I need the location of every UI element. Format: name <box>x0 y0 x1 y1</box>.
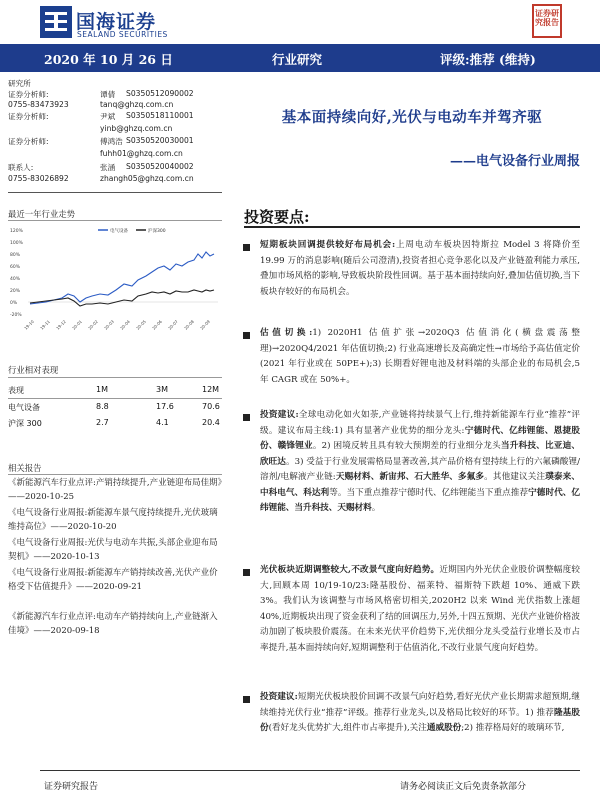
ytick: 80% <box>10 253 21 258</box>
report-title: 基本面持续向好,光伏与电动车并驾齐驱 <box>281 109 543 126</box>
ytick: 60% <box>10 265 21 270</box>
analyst-2: 证券分析师: 尹斌 S0350518110001 <box>8 111 194 121</box>
trend-chart <box>8 224 222 340</box>
paragraph-1: 短期板块回调提供较好布局机会:上周电动车板块因特斯拉 Model 3 将降价至 19.99 万的消息影响(随后公司澄清),投资者担心竞争恶化以及产业链盈利能力承压,叠加市场风格的影响,导致板块阶段性回调。基于基本面持续向好,叠加估值切换,当下板块存较好的布局机会。 <box>260 240 580 297</box>
xtick: 20-06 <box>151 318 163 331</box>
logo-en: SEALAND SECURITIES <box>77 30 168 39</box>
footer-left: 证券研究报告 <box>44 782 99 792</box>
analyst-3-email: fuhh01@ghzq.com.cn <box>100 149 183 158</box>
analyst-3: 证券分析师: 傅鸿浩 S0350520030001 <box>8 136 194 146</box>
report-date: 2020 年 10 月 26 日 <box>44 52 173 67</box>
bullet-icon <box>243 244 250 251</box>
xtick: 20-04 <box>119 318 131 331</box>
bullet-icon <box>243 569 250 576</box>
report-seal: 证券研究报告 <box>532 4 562 38</box>
paragraph-2: 估值切换:1) 2020H1 估值扩张→2020Q3 估值消化(横盘震荡整理)→2020Q4/2021 年估值切换;2) 行业高速增长及高确定性→市场给予高估值定价(2021 年行业或在 50PE+);3) 长期看好锂电池及材料端的头部企业的布局机会,5 年 CAGR 或在 50%+。 <box>260 328 580 385</box>
legend-label-a: 电气设备 <box>110 229 128 234</box>
related-report-item[interactable]: 《电气设备行业周报:光伏与电动车共振,头部企业迎布局契机》——2020-10-13 <box>8 538 218 562</box>
divider <box>8 377 222 378</box>
perf-row: 电气设备 8.8 17.6 70.6 <box>8 402 220 412</box>
xtick: 20-08 <box>183 318 195 331</box>
xtick: 20-03 <box>103 318 115 331</box>
related-title: 相关报告 <box>8 463 42 473</box>
bullet-icon <box>243 414 250 421</box>
analyst-2-email: yinb@ghzq.com.cn <box>100 124 173 133</box>
perf-table <box>8 382 222 431</box>
paragraph-4: 光伏板块近期调整较大,不改景气度向好趋势。近期国内外光伏企业股价调整幅度较大,回顾本周 10/19-10/23:隆基股份、福莱特、福斯特下跌超 10%、通威下跌 3%。我们认为该调整与市场风格密切相关,2020H2 以来 Wind 光伏指数上涨超 40%,近期板块出现了资金获利了结的回调压力,另外,十四五预期、光伏产业链价格波动加剧了板块股价震荡。在未来光伏平价趋势下,光伏细分龙头受益行业增长及市占率提升,基本面持续向好,短期调整利于估值消化,不改行业景气度向好趋势。 <box>260 565 580 653</box>
logo <box>40 6 190 40</box>
xtick: 19-12 <box>55 318 67 331</box>
series-hs300 <box>30 290 214 306</box>
xtick: 20-05 <box>135 318 147 331</box>
report-subtitle: ——电气设备行业周报 <box>449 154 580 169</box>
divider <box>8 220 222 221</box>
institute-label: 研究所 <box>8 79 31 88</box>
header-bar <box>0 44 600 72</box>
divider <box>8 474 222 475</box>
related-report-item[interactable]: 《电气设备行业周报:新能源车产销持续改善,光伏产业价格受下估值提升》——2020-09-21 <box>8 568 218 592</box>
divider <box>8 192 222 193</box>
xtick: 19-10 <box>23 318 35 331</box>
rating: 评级:推荐 (维持) <box>440 52 536 67</box>
perf-title: 行业相对表现 <box>8 365 59 375</box>
analyst-1: 证券分析师: 谭倩 S0350512090002 <box>8 89 194 99</box>
footer-divider <box>40 770 580 771</box>
related-report-item[interactable]: 《电气设备行业周报:新能源车景气度持续提升,光伏玻璃维持高位》——2020-10-20 <box>8 508 218 532</box>
divider <box>244 226 580 228</box>
bullet-icon <box>243 332 250 339</box>
paragraph-5: 投资建议:短期光伏板块股价回调不改景气向好趋势,看好光伏产业长期需求超预期,继续维持光伏行业“推荐”评级。推荐行业龙头,以及格局比较好的环节。1) 推荐隆基股份(看好龙头优势扩大,组件市占率提升),关注通威股份;2) 推荐格局好的玻璃环节, <box>260 692 580 733</box>
xtick: 20-09 <box>199 318 211 331</box>
ytick: 100% <box>10 241 23 246</box>
ytick: 0% <box>10 301 18 306</box>
footer-right: 请务必阅读正文后免责条款部分 <box>400 782 527 792</box>
contact-person: 联系人: 张涵 S0350520040002 <box>8 162 194 172</box>
contact-person-info: 0755-83026892 zhangh05@ghzq.com.cn <box>8 174 194 183</box>
ytick: 20% <box>10 289 21 294</box>
xtick: 20-07 <box>167 318 179 331</box>
logo-mark-icon <box>40 6 72 38</box>
invest-heading: 投资要点: <box>244 208 310 226</box>
legend-label-b: 沪深300 <box>148 229 166 234</box>
chart-title: 最近一年行业走势 <box>8 209 75 219</box>
series-electric <box>30 252 214 304</box>
analyst-1-contact: 0755-83473923 tanq@ghzq.com.cn <box>8 100 174 109</box>
ytick: 120% <box>10 229 23 234</box>
ytick: -20% <box>10 313 22 318</box>
perf-row: 沪深 300 2.7 4.1 20.4 <box>8 418 220 428</box>
bullet-icon <box>243 696 250 703</box>
ytick: 40% <box>10 277 21 282</box>
related-report-item[interactable]: 《新能源汽车行业点评:产销持续提升,产业链迎布局佳期》——2020-10-25 <box>8 478 222 502</box>
paragraph-3: 投资建议:全球电动化如火如荼,产业链将持续景气上行,维持新能源车行业“推荐”评级。建议布局主线:1) 具有显著产业优势的细分龙头:宁德时代、亿纬锂能、恩捷股份、赣锋锂业。2) 困境反转且具有较大预期差的行业细分龙头当升科技、比亚迪、欣旺达。3) 受益于行业发展需格局显著改善,其产品价格有望持续上行的六氟磷酸锂/溶剂/电解液产业链:天赐材料、新宙邦、石大胜华、多氟多。其他建议关注璞泰来、中科电气、科达利等。当下重点推荐宁德时代、亿纬锂能当下重点推荐宁德时代、亿纬锂能、当升科技、天赐材料。 <box>260 410 580 513</box>
perf-header-row: 表现 1M 3M 12M <box>8 385 220 395</box>
xtick: 20-01 <box>71 318 83 331</box>
xtick: 19-11 <box>39 318 51 331</box>
logo-cn: 国海证券 <box>76 11 157 33</box>
xtick: 20-02 <box>87 318 99 331</box>
related-report-item[interactable]: 《新能源汽车行业点评:电动车产销持续向上,产业链渐入佳境》——2020-09-18 <box>8 612 218 636</box>
report-type: 行业研究 <box>272 52 323 67</box>
